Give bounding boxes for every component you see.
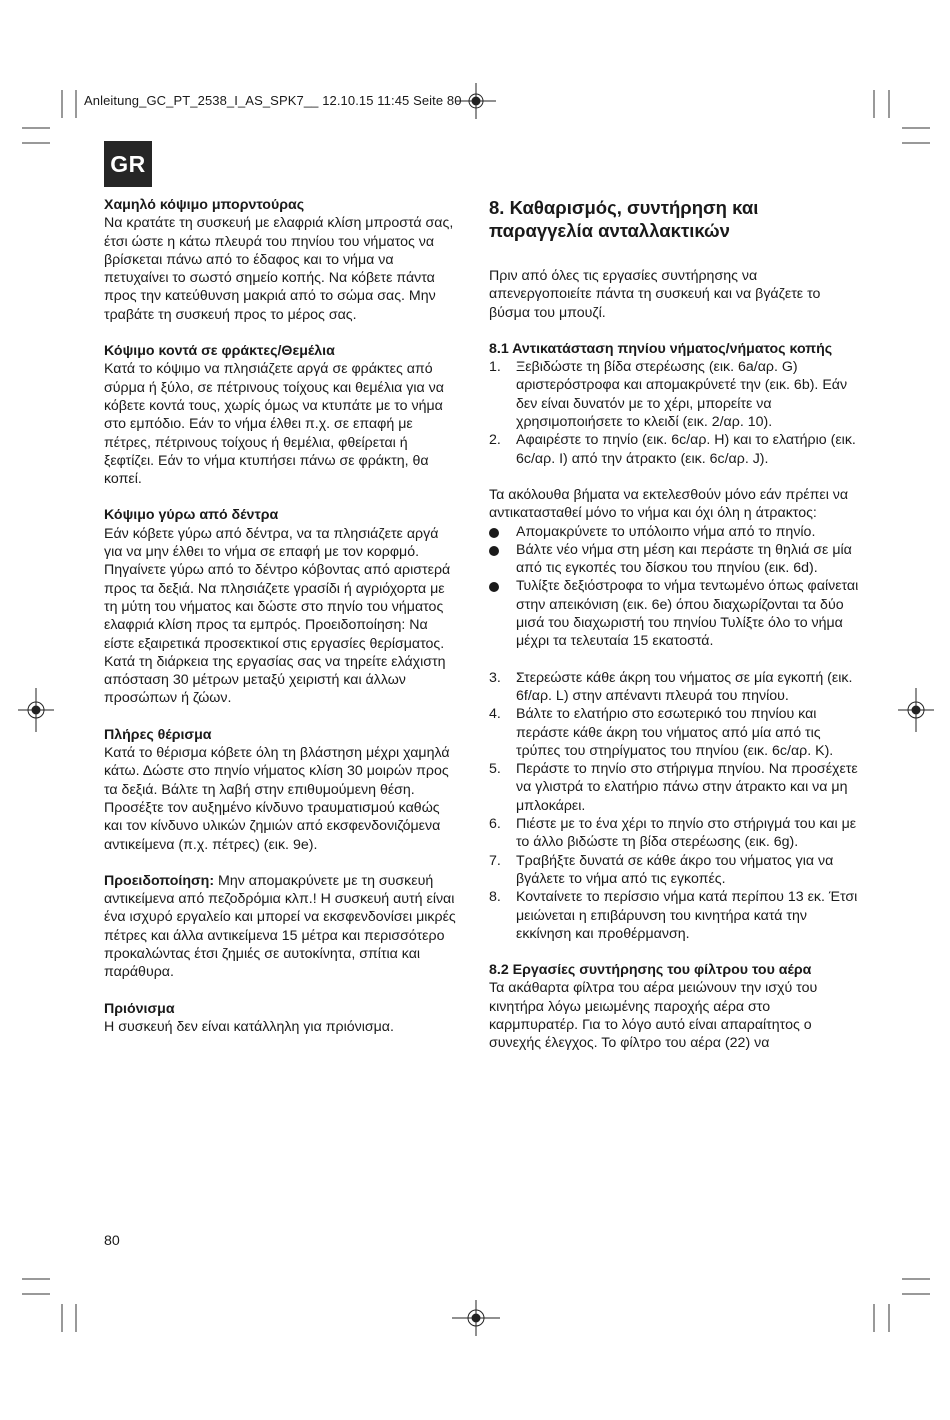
section-title-cleaning-maintenance: 8. Καθαρισμός, συντήρηση και παραγγελία ανταλλακτικών: [489, 197, 759, 241]
section-text: Κατά το κόψιμο να πλησιάζετε αργά σε φράκτες από σύρμα ή ξύλο, σε πέτρινους τοίχους και θεμέλια για να κόβετε κοντά τους, χωρίς όμως να κτυπάτε με το νήμα στο εμπόδιο. Εάν το νήμα έλθει π.χ. σε επαφή με πέτρες, πέτρινους τοίχους ή θεμέλια, φθείρεται ή ξεφτίζει. Εάν το νήμα κτυπήσει πάνω σε φράκτη, θα κοπεί.: [104, 361, 444, 488]
step-number: 7.: [489, 852, 501, 869]
step-text: Βάλτε το ελατήριο στο εσωτερικό του πηνίου και περάστε κάθε άκρη του νήματος από μία από τις τρύπες του στηρίγματος του πηνίου (εικ. 6c/αρ. K).: [516, 706, 834, 759]
step-number: 5.: [489, 761, 501, 778]
list-item: [489, 577, 859, 650]
section-heading: Πριόνισμα: [104, 1000, 175, 1017]
steps-list-a: [489, 358, 859, 468]
subsection-title: 8.2 Εργασίες συντήρησης του φίλτρου του αέρα: [489, 962, 812, 979]
section-full-mowing: [104, 726, 456, 854]
step-text: Ξεβιδώστε τη βίδα στερέωσης (εικ. 6a/αρ. G) αριστερόστροφα και απομακρύνετέ την (εικ. 6b). Εάν δεν είναι δυνατόν με το χέρι, μπορείτε να χρησιμοποιήσετε το κλειδί (εικ. 2/αρ. 10).: [516, 359, 848, 431]
bullet-text: Απομακρύνετε το υπόλοιπο νήμα από το πηνίο.: [516, 523, 816, 540]
right-column: [489, 196, 859, 1053]
maintenance-intro: Πριν από όλες τις εργασίες συντήρησης να απενεργοποιείτε πάντα τη συσκευή και να βγάζετε το βύσμα του μπουζί.: [489, 268, 821, 321]
step-number: 3.: [489, 669, 501, 686]
registration-mark-top-icon: [456, 83, 496, 119]
list-item: [489, 541, 859, 578]
section-text: Κατά το θέρισμα κόβετε όλη τη βλάστηση μέχρι χαμηλά κάτω. Δώστε στο πηνίο νήματος κλίση 30 μοιρών προς τα δεξιά. Βάλτε τη λαβή στην επιθυμούμενη θέση. Προσέξτε τον αυξημένο κίνδυνο τραυματισμού καθώς και τον κίνδυνο υλικών ζημιών από εκσφενδονιζόμενα αντικείμενα (π.χ. πέτρες) (εικ. 9e).: [104, 745, 450, 853]
section-text: Να κρατάτε τη συσκευή με ελαφριά κλίση μπροστά σας, έτσι ώστε η κάτω πλευρά του πηνίου του νήματος να βρίσκεται πάνω από το έδαφος και το νήμα να πετυχαίνει το σωστό σημείο κοπής. Να κόβετε πάντα προς την κατεύθυνση μακριά από το σώμα σας. Μην τραβάτε τη συσκευή προς το μέρος σας.: [104, 215, 454, 323]
registration-mark-bottom-icon: [452, 1300, 500, 1336]
section-low-edge-cutting: [104, 196, 456, 324]
bullet-icon: [489, 546, 499, 556]
subsection-air-filter: [489, 961, 859, 1052]
subsection-spool-replacement: [489, 340, 859, 943]
step-text: Τραβήξτε δυνατά σε κάθε άκρο του νήματος για να βγάλετε το νήμα από τις εγκοπές.: [516, 852, 834, 887]
section-heading: Χαμηλό κόψιμο μπορντούρας: [104, 197, 305, 213]
list-item: [489, 888, 859, 943]
step-number: 2.: [489, 432, 501, 449]
bullet-icon: [489, 528, 499, 538]
list-item: [489, 669, 859, 706]
step-text: Αφαιρέστε το πηνίο (εικ. 6c/αρ. H) και το ελατήριο (εικ. 6c/αρ. I) από την άτρακτο (εικ. 6c/αρ. J).: [516, 432, 856, 467]
section-heading: Κόψιμο κοντά σε φράκτες/Θεμέλια: [104, 343, 335, 360]
left-column: [104, 196, 456, 1054]
step-number: 8.: [489, 889, 501, 906]
page-number: 80: [104, 1233, 120, 1249]
list-item: [489, 431, 859, 468]
section-heading: Πλήρες θέρισμα: [104, 726, 212, 743]
line-only-note: Τα ακόλουθα βήματα να εκτελεσθούν μόνο εάν πρέπει να αντικατασταθεί μόνο το νήμα και όχι όλη η άτρακτος:: [489, 486, 849, 522]
step-number: 4.: [489, 706, 501, 723]
warning-lead: Προειδοποίηση:: [104, 872, 215, 889]
registration-mark-right-icon: [898, 688, 934, 732]
warning-text: Μην απομακρύνετε με τη συσκευή αντικείμενα από πεζοδρόμια κλπ.! Η συσκευή αυτή είναι ένα ισχυρό εργαλείο και μπορεί να εκσφενδονίσει μικρές πέτρες και άλλα αντικείμενα 15 μέτρα και περισσότερο προκαλώντας έτσι ζημιές σε αυτοκίνητα, σπίτια και παράθυρα.: [104, 872, 456, 981]
list-item: [489, 705, 859, 760]
bullet-text: Βάλτε νέο νήμα στη μέση και περάστε τη θηλιά σε μία από τις εγκοπές του δίσκου του πηνίου (εικ. 6d).: [516, 541, 852, 577]
subsection-text: Τα ακάθαρτα φίλτρα του αέρα μειώνουν την ισχύ του κινητήρα λόγω μειωμένης παροχής αέρα στο καρμπυρατέρ. Για το λόγο αυτό είναι απαραίτητος ο συνεχής έλεγχος. Το φίλτρο του αέρα (22) να: [489, 980, 818, 1052]
list-item: [489, 358, 859, 431]
section-around-trees: [104, 506, 456, 707]
step-text: Στερεώστε κάθε άκρη του νήματος σε μία εγκοπή (εικ. 6f/αρ. L) στην απέναντι πλευρά του πηνίου.: [516, 669, 853, 704]
section-text: Η συσκευή δεν είναι κατάλληλη για πριόνισμα.: [104, 1018, 394, 1035]
section-fences-foundations: [104, 342, 456, 488]
step-text: Κονταίνετε το περίσσιο νήμα κατά περίπου 13 εκ. Έτσι μειώνεται η επιβάρυνση του κινητήρα κατά την εκκίνηση και προθέρμανση.: [516, 889, 858, 942]
registration-mark-left-icon: [18, 688, 54, 732]
section-warning: [104, 872, 456, 982]
warning-paragraph: [104, 872, 456, 982]
list-item: [489, 852, 859, 889]
bullet-icon: [489, 582, 499, 592]
language-badge: GR: [104, 141, 152, 187]
print-slug-line: Anleitung_GC_PT_2538_I_AS_SPK7__ 12.10.15 11:45 Seite 80: [84, 93, 462, 108]
subsection-title: 8.1 Αντικατάσταση πηνίου νήματος/νήματος κοπής: [489, 340, 833, 357]
list-item: [489, 760, 859, 815]
steps-list-b: [489, 669, 859, 943]
section-sawing: [104, 1000, 456, 1037]
list-item: [489, 523, 859, 541]
step-text: Πιέστε με το ένα χέρι το πηνίο στο στήριγμά του και με το άλλο βιδώστε τη βίδα στερέωσης (εικ. 6g).: [516, 816, 857, 851]
section-text: Εάν κόβετε γύρω από δέντρα, να τα πλησιάζετε αργά για να μην έλθει το νήμα σε επαφή με τον κορφμό. Πηγαίνετε γύρω από το δέντρο κόβοντας από αριστερά προς τα δεξιά. Να πλησιάζετε γρασίδι ή αγριόχορτα με τη μύτη του νήματος και δώστε στο πηνίο του νήματος ελαφριά κλίση προς τα εμπρός. Προειδοποίηση: Να είστε εξαιρετικά προσεκτικοί στις εργασίες θερίσματος. Κατά τη διάρκεια της εργασίας σας να τηρείτε ελάχιστη απόσταση 30 μέτρων μεταξύ χειριστή και άλλων προσώπων ή ζώων.: [104, 525, 451, 707]
bullet-text: Τυλίξτε δεξιόστροφα το νήμα τεντωμένο όπως φαίνεται στην απεικόνιση (εικ. 6e) όπου διαχωρίζονται τα δύο μισά του διαχωριστή του πηνίου Τυλίξτε όλο το νήμα μέχρι τα τελευταία 15 εκατοστά.: [516, 578, 859, 650]
step-number: 6.: [489, 816, 501, 833]
bullet-list: [489, 523, 859, 651]
step-number: 1.: [489, 359, 501, 376]
step-text: Περάστε το πηνίο στο στήριγμα πηνίου. Να προσέχετε να γλιστρά το ελατήριο πάνω στην άτρακτο και να μη μπλοκάρει.: [516, 761, 858, 814]
list-item: [489, 815, 859, 852]
section-heading: Κόψιμο γύρω από δέντρα: [104, 507, 279, 524]
